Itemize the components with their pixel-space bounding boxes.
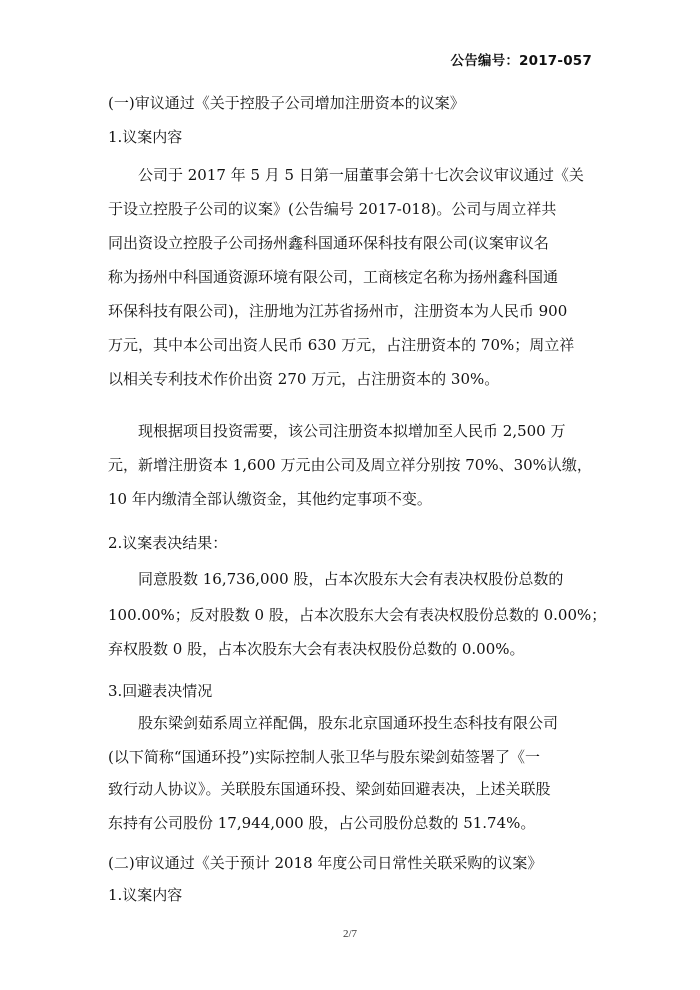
s1-p1-line: 同出资设立控股子公司扬州鑫科国通环保科技有限公司(议案审议名: [108, 234, 549, 252]
s1-p1-line: 万元，其中本公司出资人民币 630 万元，占注册资本的 70%；周立祥: [108, 336, 575, 354]
s1-p4-line: (以下简称“国通环投”)实际控制人张卫华与股东梁剑茹签署了《一: [108, 748, 541, 766]
s1-item-1-title: 1.议案内容: [108, 128, 183, 146]
s1-p4-line: 股东梁剑茹系周立祥配偶，股东北京国通环投生态科技有限公司: [138, 714, 559, 732]
section-2-title: (二)审议通过《关于预计 2018 年度公司日常性关联采购的议案》: [108, 854, 543, 872]
s1-p2-line: 现根据项目投资需要，该公司注册资本拟增加至人民币 2,500 万: [138, 422, 566, 440]
s1-p1-line: 称为扬州中科国通资源环境有限公司，工商核定名称为扬州鑫科国通: [108, 268, 559, 286]
notice-number: 公告编号：2017-057: [450, 53, 592, 69]
s1-p1-line: 于设立控股子公司的议案》(公告编号 2017-018)。公司与周立祥共: [108, 200, 557, 218]
s1-item-3-title: 3.回避表决情况: [108, 682, 213, 700]
s1-p2-line: 10 年内缴清全部认缴资金，其他约定事项不变。: [108, 490, 432, 508]
s1-p1-line: 以相关专利技术作价出资 270 万元，占注册资本的 30%。: [108, 370, 500, 388]
section-1-title: (一)审议通过《关于控股子公司增加注册资本的议案》: [108, 94, 465, 112]
s1-p2-line: 元，新增注册资本 1,600 万元由公司及周立祥分别按 70%、30%认缴，: [108, 456, 592, 474]
s2-item-1-title: 1.议案内容: [108, 886, 183, 904]
s1-p1-line: 环保科技有限公司)，注册地为江苏省扬州市，注册资本为人民币 900: [108, 302, 568, 320]
s1-p3-line: 弃权股数 0 股，占本次股东大会有表决权股份总数的 0.00%。: [108, 640, 525, 658]
s1-item-2-title: 2.议案表决结果：: [108, 534, 228, 552]
s1-p3-line: 100.00%；反对股数 0 股，占本次股东大会有表决权股份总数的 0.00%；: [108, 606, 607, 624]
s1-p3-line: 同意股数 16,736,000 股，占本次股东大会有表决权股份总数的: [138, 570, 564, 588]
s1-p4-line: 致行动人协议》。关联股东国通环投、梁剑茹回避表决，上述关联股: [108, 780, 551, 798]
s1-p4-line: 东持有公司股份 17,944,000 股，占公司股份总数的 51.74%。: [108, 814, 536, 832]
s1-p1-line: 公司于 2017 年 5 月 5 日第一届董事会第十七次会议审议通过《关: [138, 166, 584, 184]
page-number: 2/7: [342, 928, 358, 940]
